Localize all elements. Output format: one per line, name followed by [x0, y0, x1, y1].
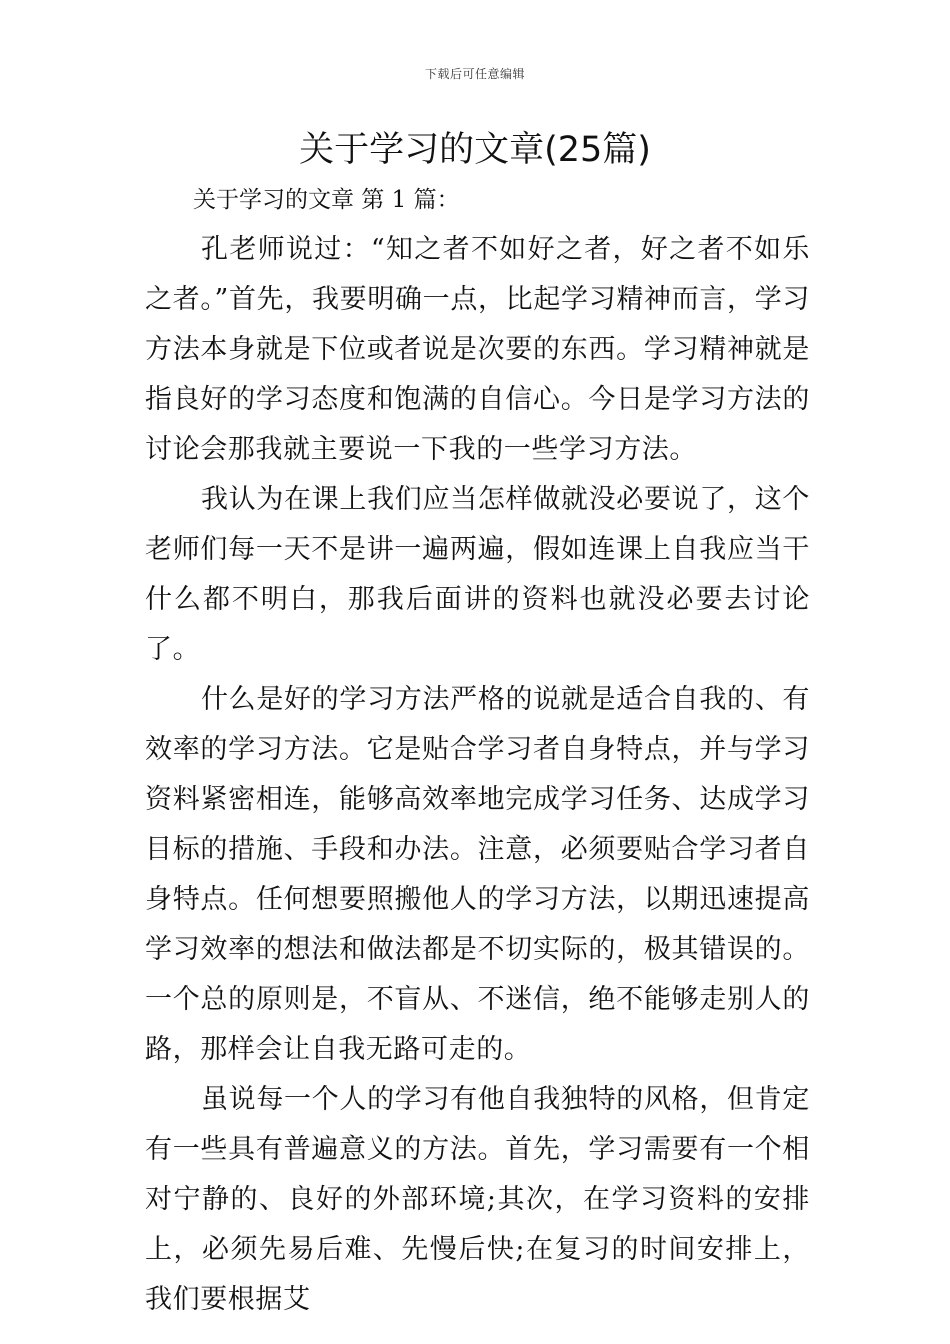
paragraph: 我认为在课上我们应当怎样做就没必要说了，这个老师们每一天不是讲一遍两遍，假如连课上自我应当干什么都不明白，那我后面讲的资料也就没必要去讨论了。 [145, 484, 810, 665]
article-body [145, 225, 810, 1325]
paragraph: 虽说每一个人的学习有他自我独特的风格，但肯定有一些具有普遍意义的方法。首先，学习需要有一个相对宁静的、良好的外部环境;其次，在学习资料的安排上，必须先易后难、先慢后快;在复习的时间安排上，我们要根据艾 [145, 1084, 810, 1315]
paragraph: 什么是好的学习方法严格的说就是适合自我的、有效率的学习方法。它是贴合学习者自身特点，并与学习资料紧密相连，能够高效率地完成学习任务、达成学习目标的措施、手段和办法。注意，必须要贴合学习者自身特点。任何想要照搬他人的学习方法，以期迅速提高学习效率的想法和做法都是不切实际的，极其错误的。一个总的原则是，不盲从、不迷信，绝不能够走别人的路，那样会让自我无路可走的。 [145, 684, 810, 1065]
section-subheading: 关于学习的文章 第 1 篇： [193, 187, 460, 213]
document-title: 关于学习的文章(25篇) [299, 130, 651, 170]
paragraph: 孔老师说过：“知之者不如好之者，好之者不如乐之者。”首先，我要明确一点，比起学习精神而言，学习方法本身就是下位或者说是次要的东西。学习精神就是指良好的学习态度和饱满的自信心。今日是学习方法的讨论会那我就主要说一下我的一些学习方法。 [145, 234, 810, 465]
header-note: 下载后可任意编辑 [424, 67, 525, 81]
